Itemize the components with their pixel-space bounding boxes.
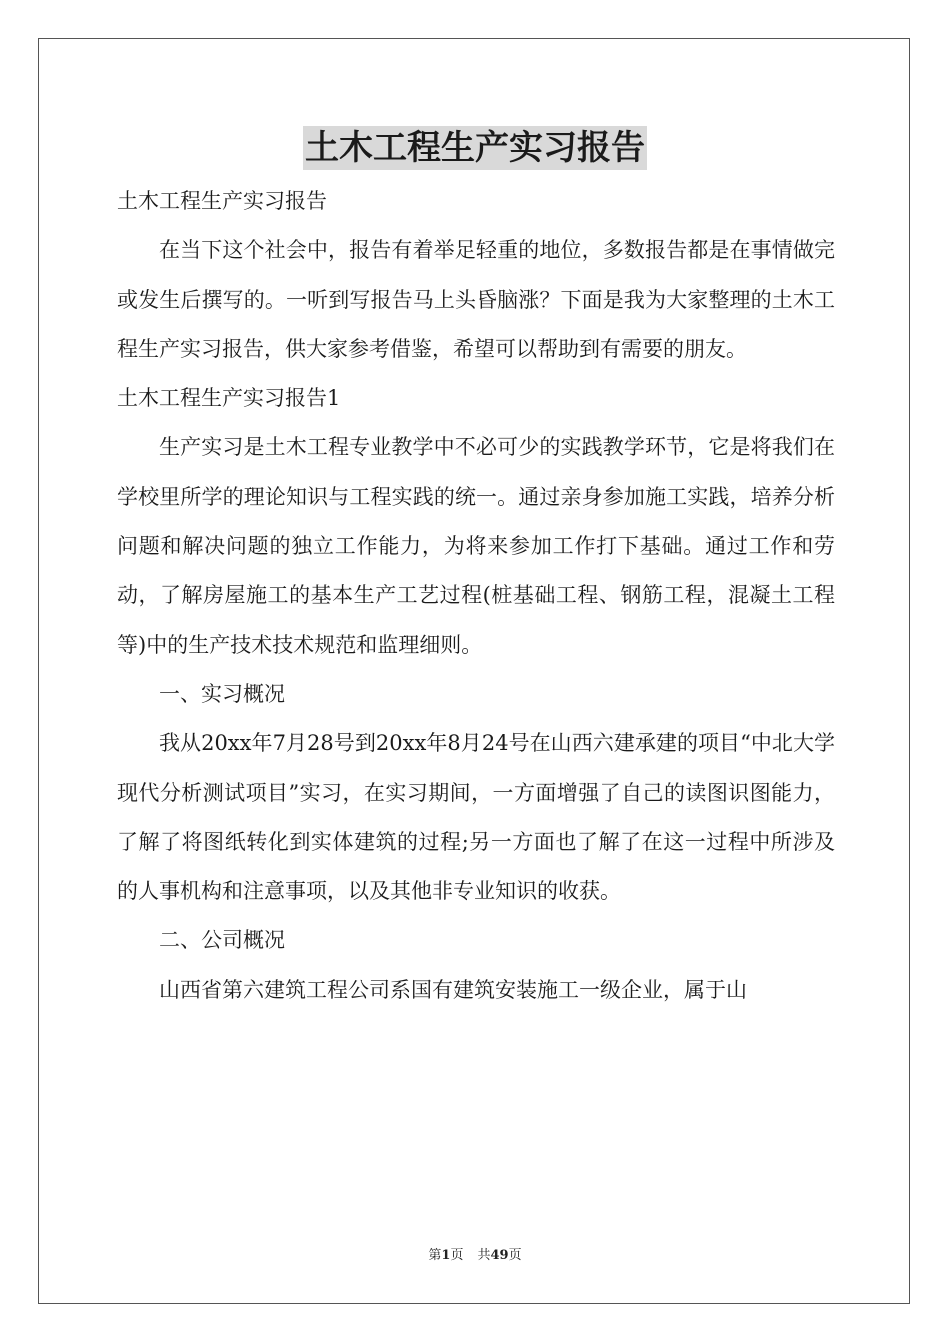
page-footer	[0, 1247, 950, 1265]
total-prefix: 共	[477, 1248, 491, 1263]
document-title: 土木工程生产实习报告	[305, 128, 645, 168]
section-1-paragraph: 生产实习是土木工程专业教学中不必可少的实践教学环节，它是将我们在学校里所学的理论知识与工程实践的统一。通过亲身参加施工实践，培养分析问题和解决问题的独立工作能力，为将来参加工作打下基础。通过工作和劳动，了解房屋施工的基本生产工艺过程(桩基础工程、钢筋工程，混凝土工程等)中的生产技术技术规范和监理细则。	[117, 435, 835, 657]
page-suffix: 页	[450, 1248, 464, 1263]
part-1-paragraph: 我从20xx年7月28号到20xx年8月24号在山西六建承建的项目“中北大学现代分析测试项目”实习，在实习期间，一方面增强了自己的读图识图能力，了解了将图纸转化到实体建筑的过程;另一方面也了解了在这一过程中所涉及的人事机构和注意事项，以及其他非专业知识的收获。	[117, 731, 835, 904]
title-container	[0, 126, 950, 170]
part-1-heading: 一、实习概况	[159, 681, 285, 706]
page-number: 1	[441, 1248, 451, 1263]
part-2-paragraph: 山西省第六建筑工程公司系国有建筑安装施工一级企业，属于山	[159, 977, 747, 1002]
intro-paragraph: 在当下这个社会中，报告有着举足轻重的地位，多数报告都是在事情做完或发生后撰写的。一听到写报告马上头昏脑涨？下面是我为大家整理的土木工程生产实习报告，供大家参考借鉴，希望可以帮助到有需要的朋友。	[117, 238, 835, 361]
document-body	[117, 177, 835, 1015]
document-subtitle: 土木工程生产实习报告	[117, 189, 327, 213]
total-suffix: 页	[508, 1248, 522, 1263]
part-2-heading: 二、公司概况	[159, 928, 285, 953]
page-prefix: 第	[428, 1248, 442, 1263]
total-pages: 49	[490, 1248, 509, 1263]
section-heading-1: 土木工程生产实习报告1	[117, 386, 341, 411]
